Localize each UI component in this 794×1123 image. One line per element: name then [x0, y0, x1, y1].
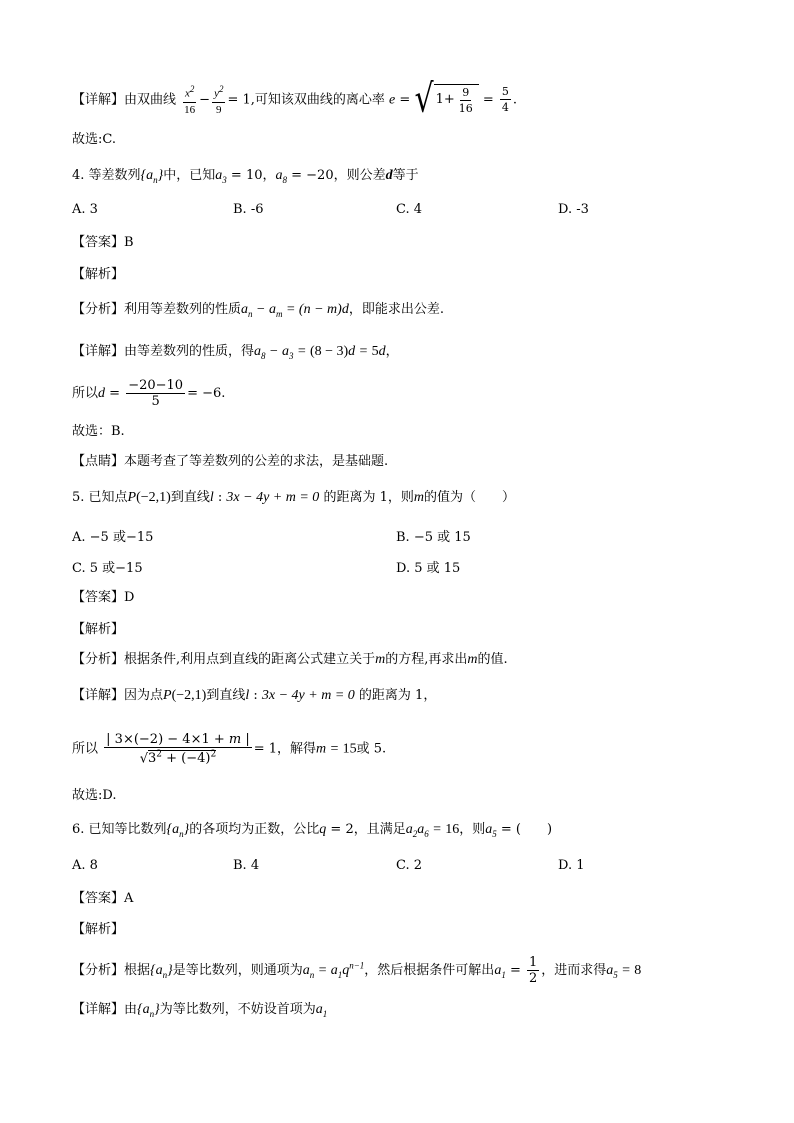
q6-option-a: A. 8 [72, 858, 98, 873]
q6-analysis: 【分析】根据$\{a_n\}$是等比数列，则通项为$a_n = a_1q^{n-1}$，然后根据条件可解出$a_1$ = $\frac{1}{2}$ ，进而求得$a_5 = 8$ [72, 955, 642, 986]
q4-option-c: C. 4 [396, 202, 423, 217]
q4-option-a: A. 3 [72, 202, 98, 217]
question-5-stem: 5. 已知点P(−2,1)到直线l : 3x − 4y + m = 0 的距离为 1，则m的值为（ ） [72, 490, 515, 505]
q5-option-c: C. 5 或−15 [72, 561, 143, 576]
q5-option-d: D. 5 或 15 [396, 561, 461, 576]
q6-option-c: C. 2 [396, 858, 423, 873]
question-4-stem: 4. 等差数列$\{a_n\}$中，已知$a_3 = 10$，$a_8 = -20$，则公差d等于 [72, 168, 419, 185]
q6-option-d: D. 1 [558, 858, 585, 873]
q5-so: 所以 $\frac{| 3\times(-2) - 4\times 1 + m |}{√3^2 + (-4)^2}$ = 1，解得m = 15或 5. [72, 732, 387, 767]
q4-analysis: 【分析】利用等差数列的性质$a_n - a_m = (n - m)d$，即能求出公差. [72, 302, 444, 319]
q5-answer: 【答案】D [72, 590, 135, 605]
q4-detail: 【详解】由等差数列的性质，得$a_8 - a_3 = (8 - 3)d = 5d$， [72, 344, 399, 361]
q4-choice: 故选：B. [72, 424, 125, 439]
q6-answer: 【答案】A [72, 891, 134, 906]
math-sqrt: √ 1+ $\frac{9}{16}$ [414, 84, 478, 116]
math-y2-9: $\frac{y^2}{9}$ [214, 84, 224, 116]
q4-answer: 【答案】B [72, 235, 134, 250]
question-6-stem: 6. 已知等比数列$\{a_n\}$的各项均为正数，公比q = 2，且满足$a_2a_6 = 16$，则$a_5$ = ( ) [72, 822, 553, 839]
q6-analysis-heading: 【解析】 [72, 922, 125, 937]
math-e: e [389, 92, 396, 108]
math-fraction: $\frac{-20-10}{5}$ [128, 378, 184, 409]
detail-line-hyperbola: 【详解】由双曲线 $\frac{x^2}{16}$ − $\frac{y^2}{9}$ = 1,可知该双曲线的离心率 e = √ 1+ $\frac{9}{16}$ = $\frac{5}{4}$ . [72, 76, 518, 122]
q4-analysis-heading: 【解析】 [72, 267, 125, 282]
q4-option-d: D. -3 [558, 202, 589, 217]
q5-analysis: 【分析】根据条件,利用点到直线的距离公式建立关于m的方程,再求出m的值. [72, 652, 508, 667]
q5-analysis-heading: 【解析】 [72, 622, 125, 637]
q4-option-b: B. -6 [233, 202, 264, 217]
math-5-4: $\frac{5}{4}$ [501, 85, 509, 115]
q4-comment: 【点睛】本题考查了等差数列的公差的求法，是基础题. [72, 454, 389, 469]
q5-choice: 故选:D. [72, 788, 117, 803]
q5-detail: 【详解】因为点P(−2,1)到直线l : 3x − 4y + m = 0 的距离为 1， [72, 688, 437, 703]
q4-so: 所以d = $\frac{-20-10}{5}$ = −6. [72, 378, 226, 409]
q6-detail: 【详解】由$\{a_n\}$为等比数列，不妨设首项为$a_1$ [72, 1002, 328, 1019]
q6-option-b: B. 4 [233, 858, 260, 873]
q5-option-a: A. −5 或−15 [72, 530, 154, 545]
answer-choice-c: 故选:C. [72, 132, 116, 147]
math-x2-16: $\frac{x^2}{16}$ [184, 84, 196, 116]
math-distance-fraction: $\frac{| 3\times(-2) - 4\times 1 + m |}{√3^2 + (-4)^2}$ [106, 732, 250, 767]
q5-option-b: B. −5 或 15 [396, 530, 471, 545]
detail-tag: 【详解】 [72, 92, 125, 108]
